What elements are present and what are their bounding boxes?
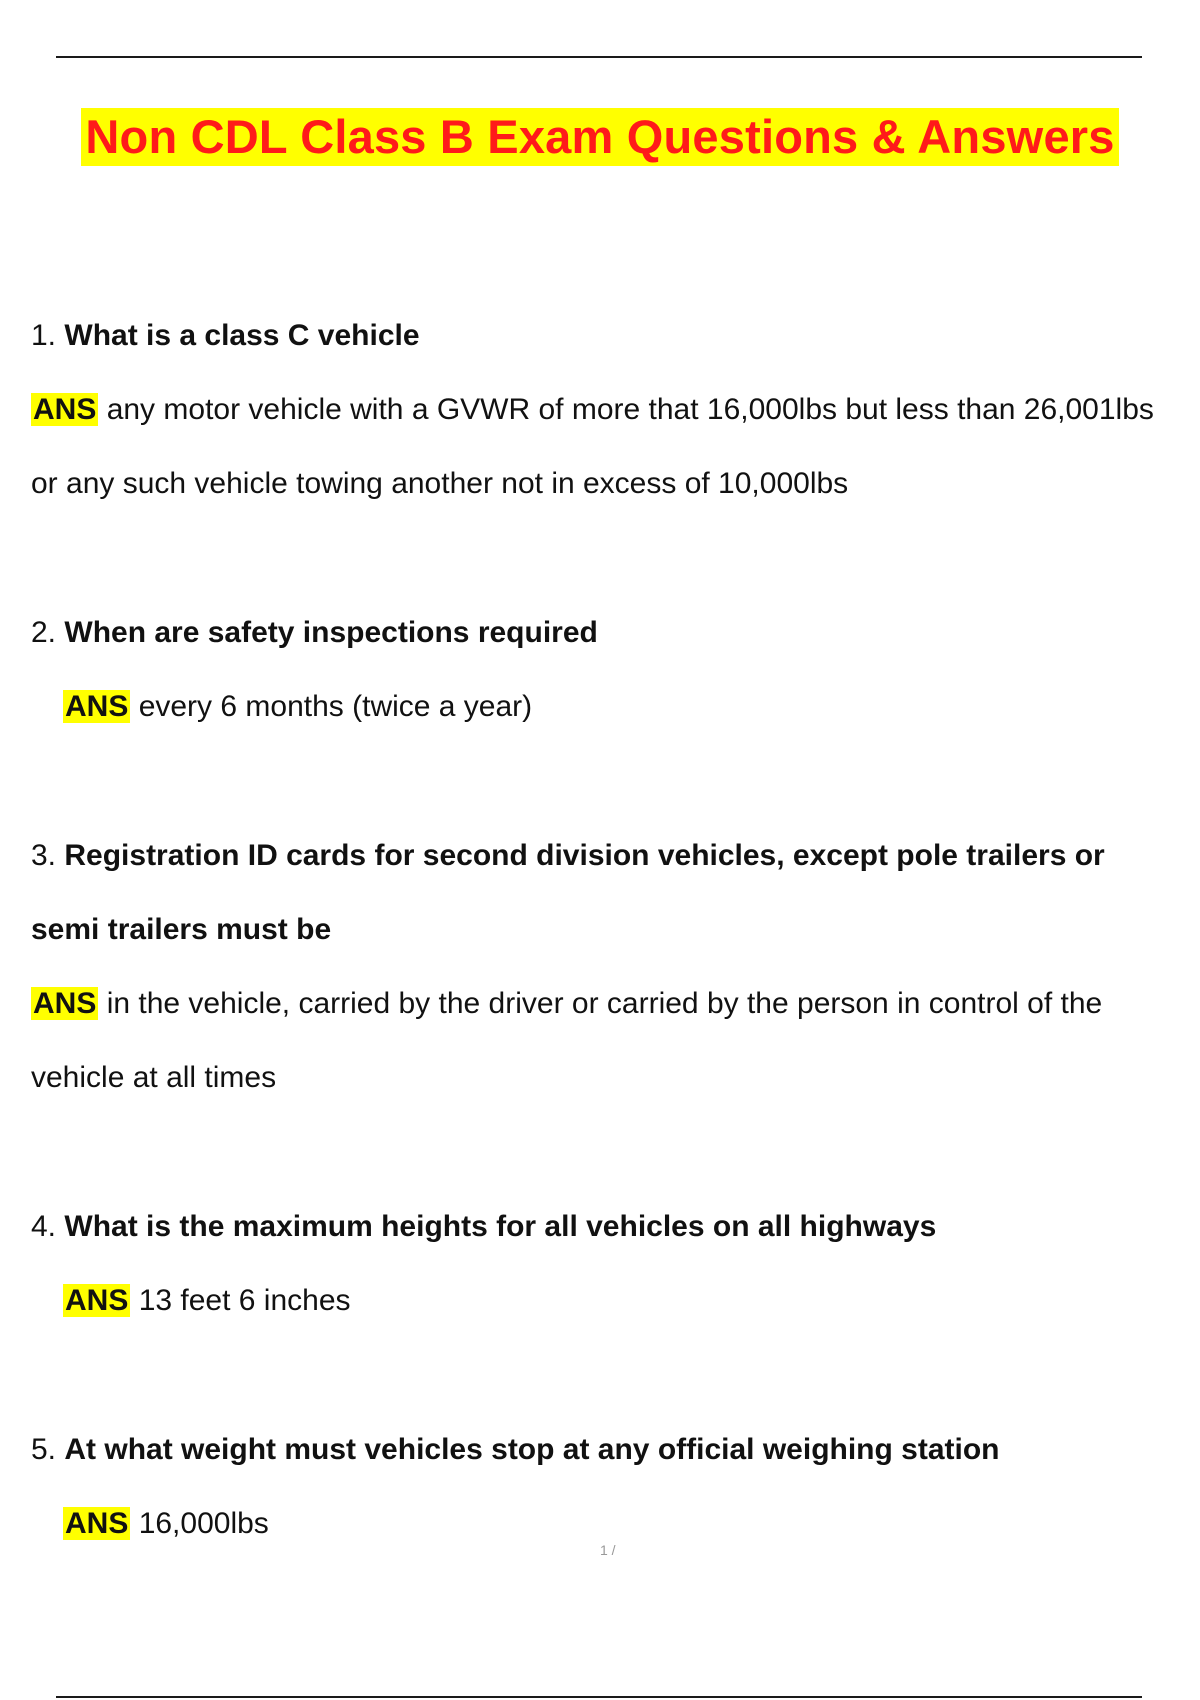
answer-text: every 6 months (twice a year) xyxy=(138,690,533,723)
answer-1-continued xyxy=(31,464,848,504)
ans-label: ANS xyxy=(65,1507,129,1540)
question-1 xyxy=(31,316,420,356)
question-text: What is the maximum heights for all vehicles on all highways xyxy=(64,1210,937,1243)
answer-4 xyxy=(63,1281,351,1321)
answer-text: vehicle at all times xyxy=(31,1061,277,1094)
ans-label: ANS xyxy=(33,393,97,426)
answer-text: 13 feet 6 inches xyxy=(138,1284,351,1317)
question-text: Registration ID cards for second division vehicles, except pole trailers or xyxy=(64,839,1105,872)
question-number: 2. xyxy=(31,616,57,649)
question-text: What is a class C vehicle xyxy=(64,319,420,352)
answer-text: any motor vehicle with a GVWR of more that 16,000lbs but less than 26,001lbs xyxy=(106,393,1154,426)
answer-text: in the vehicle, carried by the driver or carried by the person in control of the xyxy=(106,987,1103,1020)
question-text: semi trailers must be xyxy=(31,913,332,946)
answer-3-continued xyxy=(31,1058,276,1098)
question-number: 3. xyxy=(31,839,57,872)
ans-label: ANS xyxy=(33,987,97,1020)
bottom-rule xyxy=(56,1696,1142,1698)
question-3-continued xyxy=(31,910,331,950)
answer-1 xyxy=(31,390,1154,430)
question-text: When are safety inspections required xyxy=(64,616,598,649)
question-4 xyxy=(31,1207,936,1247)
ans-label: ANS xyxy=(65,1284,129,1317)
answer-text: 16,000lbs xyxy=(138,1507,269,1540)
question-number: 5. xyxy=(31,1433,57,1466)
answer-2 xyxy=(63,687,532,727)
question-5 xyxy=(31,1430,1000,1470)
top-rule xyxy=(56,56,1142,58)
answer-text: or any such vehicle towing another not in excess of 10,000lbs xyxy=(31,467,849,500)
page-number: 1 / xyxy=(600,1542,616,1558)
question-number: 4. xyxy=(31,1210,57,1243)
question-2 xyxy=(31,613,598,653)
document-title: Non CDL Class B Exam Questions & Answers xyxy=(81,108,1118,166)
question-text: At what weight must vehicles stop at any official weighing station xyxy=(64,1433,1000,1466)
answer-3 xyxy=(31,984,1102,1024)
ans-label: ANS xyxy=(65,690,129,723)
title-container xyxy=(0,108,1200,166)
question-number: 1. xyxy=(31,319,57,352)
question-3 xyxy=(31,836,1105,876)
answer-5 xyxy=(63,1504,269,1544)
